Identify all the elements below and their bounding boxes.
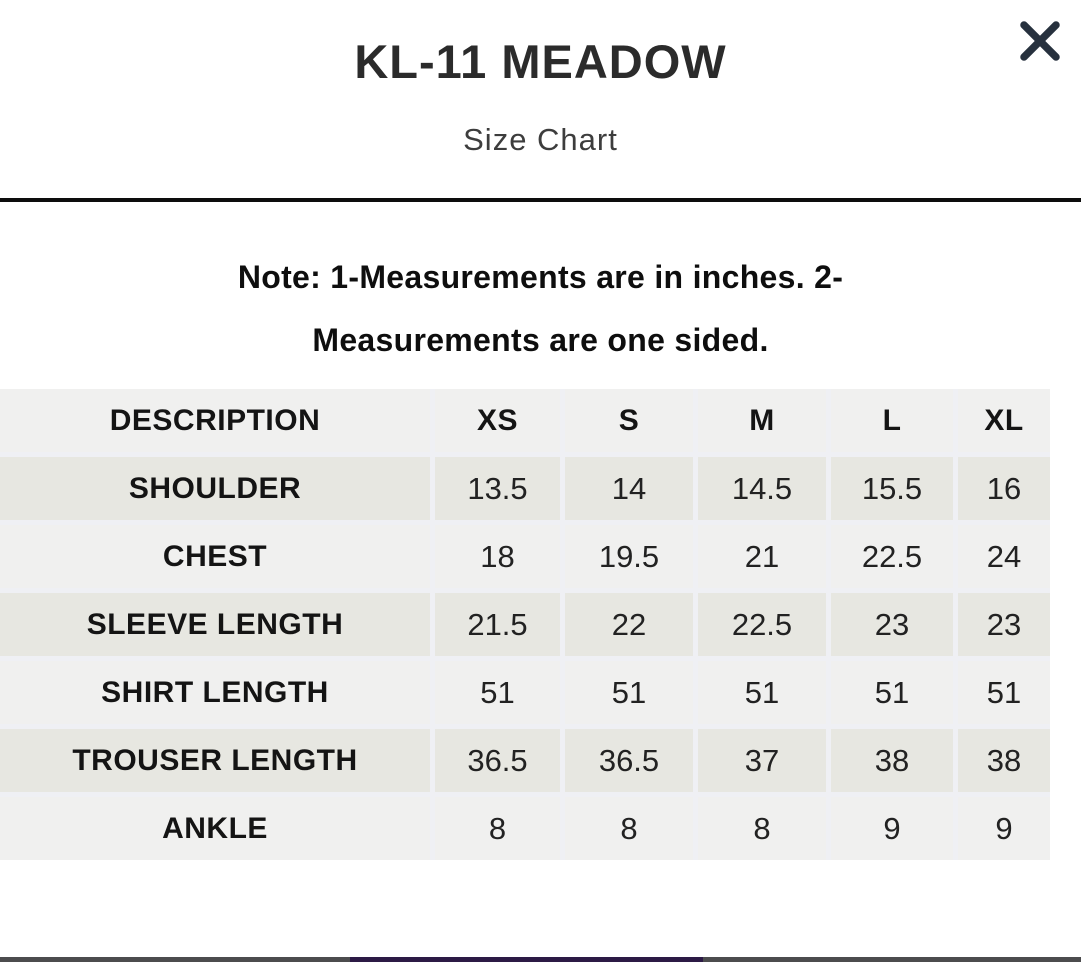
table-cell: 22.5 — [831, 525, 953, 588]
modal-subtitle: Size Chart — [463, 122, 618, 157]
table-cell: 23 — [831, 593, 953, 656]
table-cell: 14.5 — [698, 457, 826, 520]
table-cell: 51 — [435, 661, 560, 724]
row-label-sleeve-length: SLEEVE LENGTH — [0, 593, 430, 656]
table-cell: 22.5 — [698, 593, 826, 656]
table-cell: 51 — [698, 661, 826, 724]
table-cell: 13.5 — [435, 457, 560, 520]
table-cell: 36.5 — [565, 729, 693, 792]
table-cell: 37 — [698, 729, 826, 792]
table-cell: 36.5 — [435, 729, 560, 792]
size-chart-table — [0, 389, 1050, 860]
row-label-ankle: ANKLE — [0, 797, 430, 860]
size-chart-modal-header — [0, 0, 1081, 202]
measurement-note — [0, 246, 1081, 372]
horizontal-scrollbar[interactable] — [0, 957, 1081, 962]
column-header-l: L — [831, 389, 953, 452]
row-label-chest: CHEST — [0, 525, 430, 588]
column-header-description: DESCRIPTION — [0, 389, 430, 452]
table-cell: 15.5 — [831, 457, 953, 520]
row-label-trouser-length: TROUSER LENGTH — [0, 729, 430, 792]
product-title: KL-11 MEADOW — [354, 35, 727, 88]
table-cell: 19.5 — [565, 525, 693, 588]
column-header-xs: XS — [435, 389, 560, 452]
row-label-shoulder: SHOULDER — [0, 457, 430, 520]
row-label-shirt-length: SHIRT LENGTH — [0, 661, 430, 724]
column-header-s: S — [565, 389, 693, 452]
table-cell: 22 — [565, 593, 693, 656]
close-x-icon — [1017, 18, 1063, 64]
table-cell: 21 — [698, 525, 826, 588]
table-cell: 51 — [831, 661, 953, 724]
table-cell: 23 — [958, 593, 1050, 656]
table-cell: 8 — [565, 797, 693, 860]
note-line-1: Note: 1-Measurements are in inches. 2- — [237, 259, 844, 295]
table-cell: 38 — [831, 729, 953, 792]
table-cell: 8 — [435, 797, 560, 860]
table-cell: 9 — [958, 797, 1050, 860]
horizontal-scrollbar-thumb[interactable] — [350, 957, 703, 962]
close-button[interactable] — [1011, 12, 1069, 70]
note-line-2: Measurements are one sided. — [312, 322, 769, 358]
column-header-m: M — [698, 389, 826, 452]
table-cell: 16 — [958, 457, 1050, 520]
table-cell: 38 — [958, 729, 1050, 792]
table-cell: 51 — [565, 661, 693, 724]
table-cell: 18 — [435, 525, 560, 588]
table-cell: 21.5 — [435, 593, 560, 656]
table-cell: 8 — [698, 797, 826, 860]
table-cell: 14 — [565, 457, 693, 520]
table-cell: 9 — [831, 797, 953, 860]
table-cell: 51 — [958, 661, 1050, 724]
table-cell: 24 — [958, 525, 1050, 588]
header-divider — [0, 198, 1081, 202]
column-header-xl: XL — [958, 389, 1050, 452]
